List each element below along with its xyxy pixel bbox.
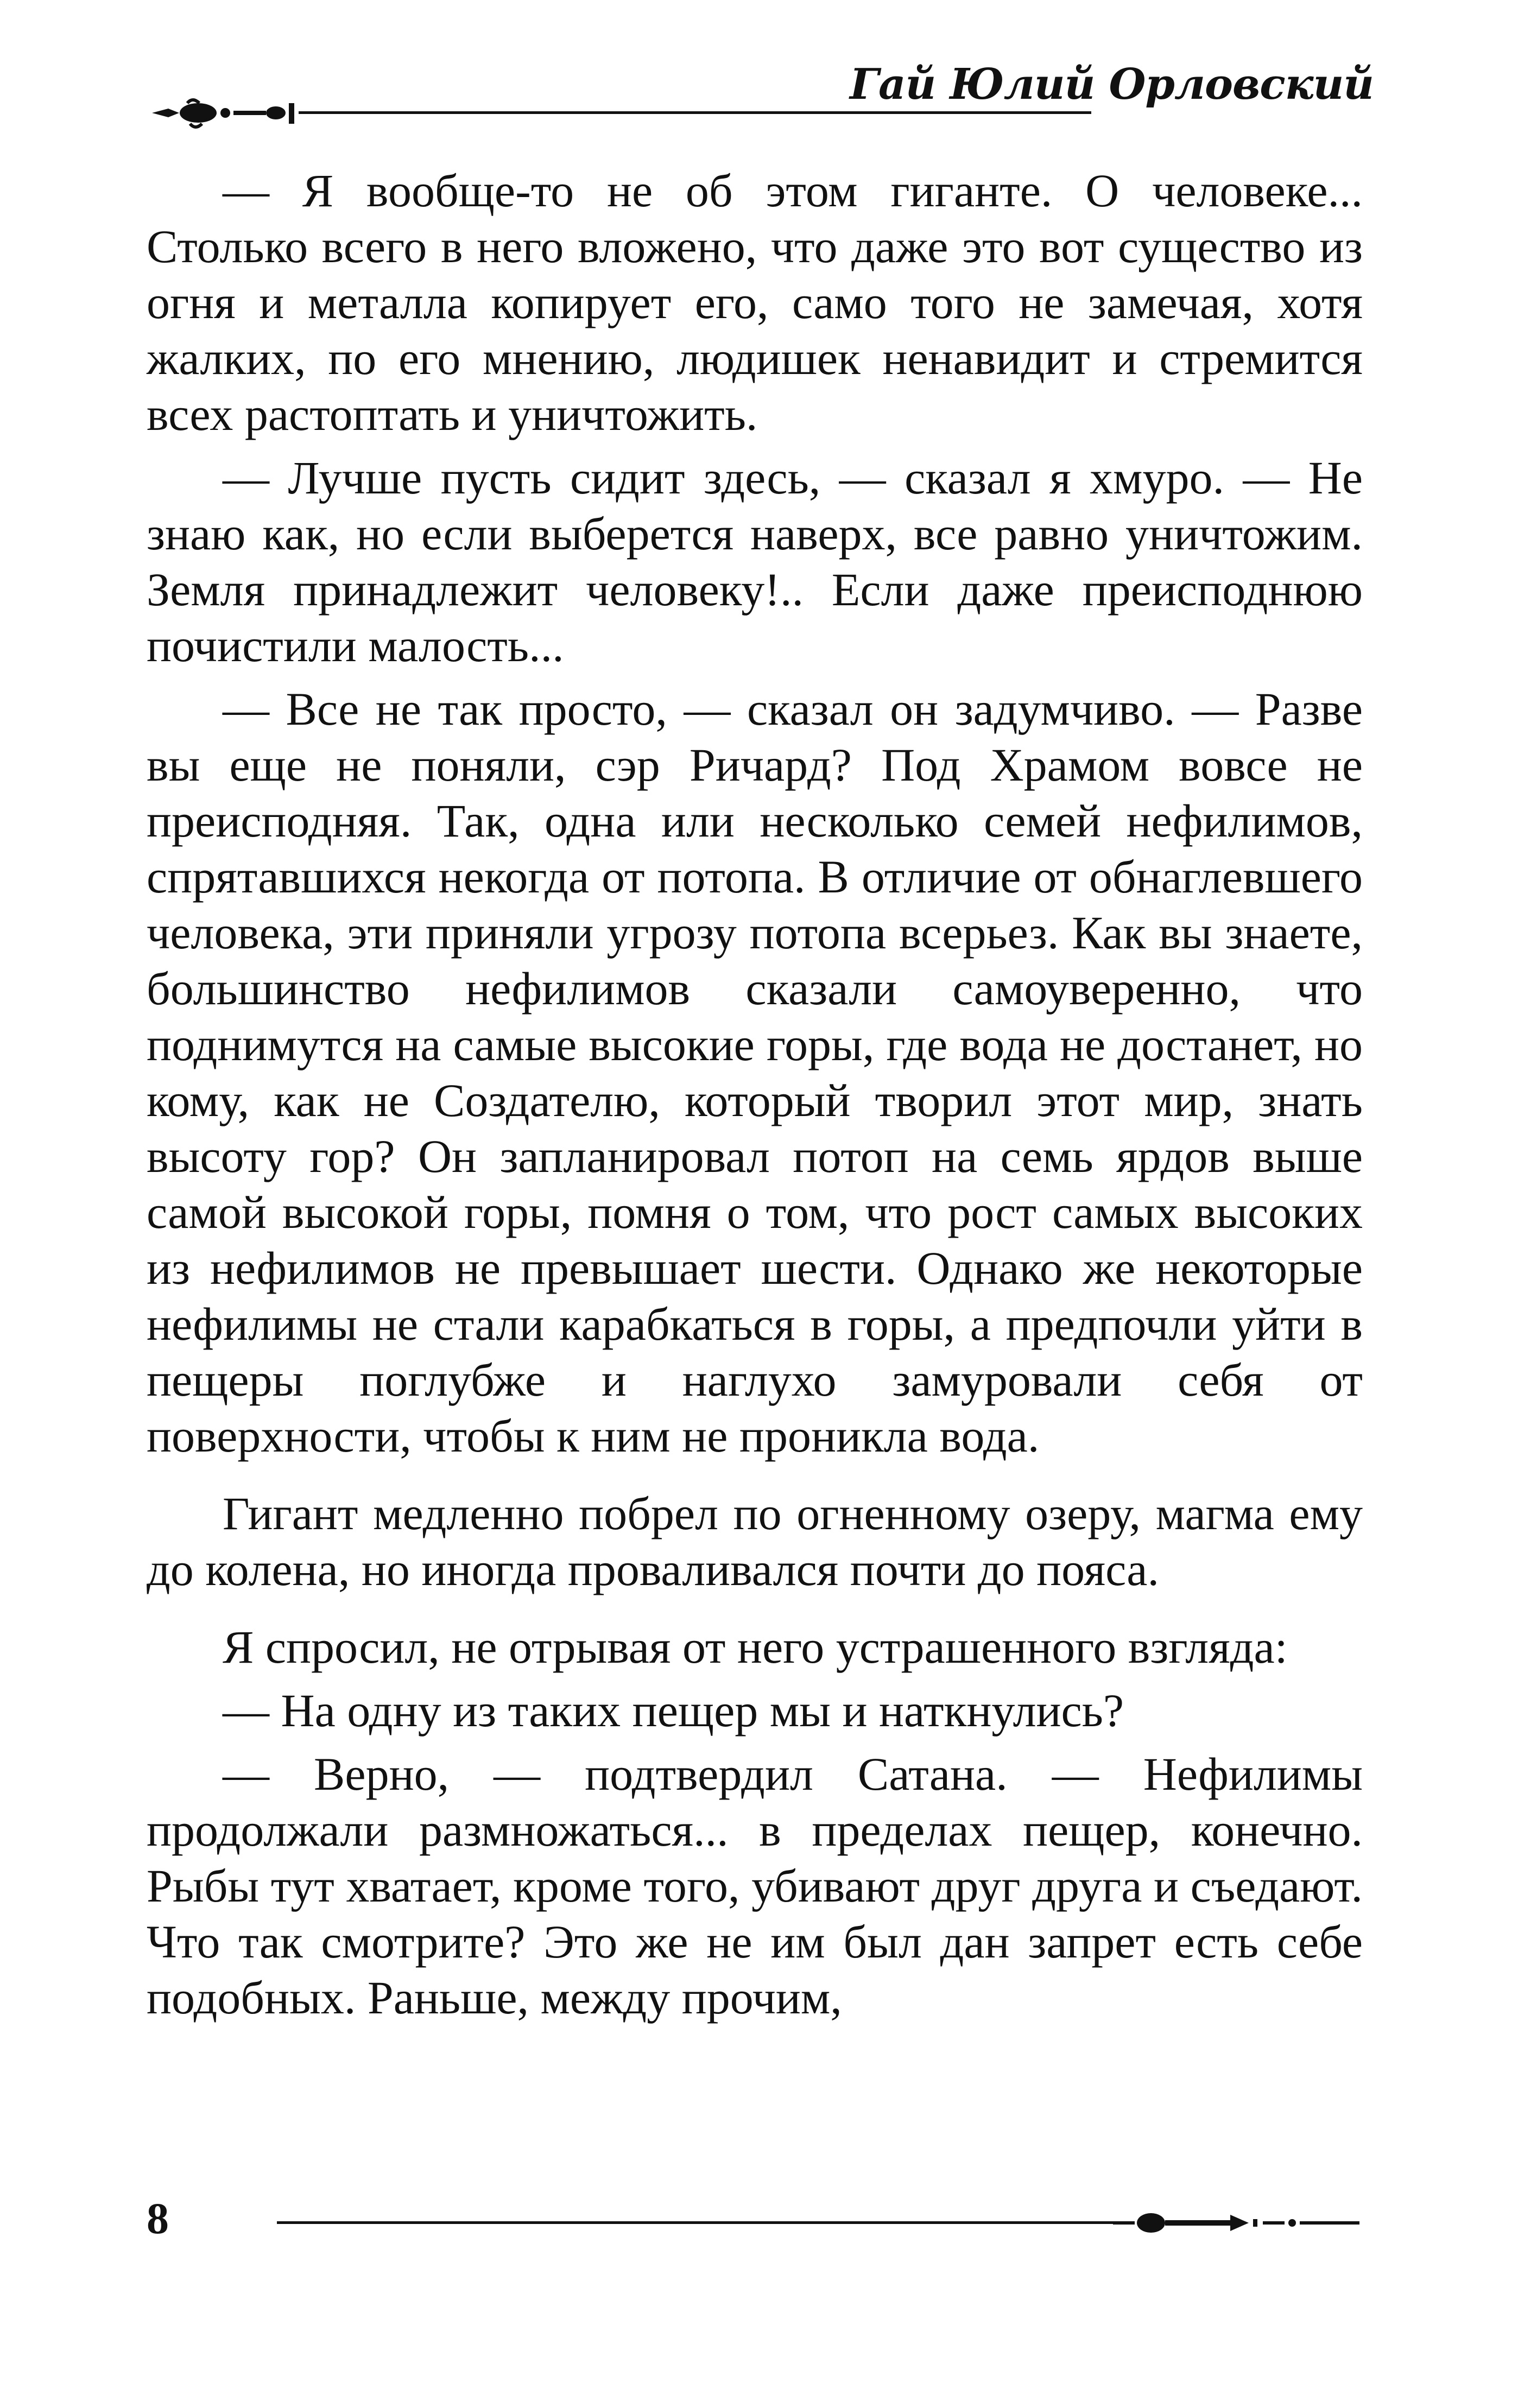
page-header (147, 60, 1374, 136)
header-rule (299, 111, 1091, 114)
body-text (147, 163, 1363, 2026)
paragraph: Гигант медленно побрел по огненному озеру, магма ему до колена, но иногда проваливался почти до пояса. (147, 1487, 1363, 1595)
footer-rule (277, 2221, 1124, 2224)
paragraph: — Я вообще-то не об этом гиганте. О человеке... Столько всего в него вложено, что даже это вот существо из огня и металла копирует его, само того не замечая, хотя жалких, по его мнению, людишек ненавидит и стремится всех растоптать и уничтожить. (147, 164, 1363, 440)
paragraph: — Верно, — подтвердил Сатана. — Нефилимы продолжали размножаться... в пределах пещер, конечно. Рыбы тут хватает, кроме того, убивают друг друга и съедают. Что так смотрите? Это же не им был дан запрет есть себе подобных. Раньше, между прочим, (147, 1748, 1363, 2024)
paragraph: — Все не так просто, — сказал он задумчиво. — Разве вы еще не поняли, сэр Ричард? Под Храмом вовсе не преисподняя. Так, одна или несколько семей нефилимов, спрятавшихся некогда от потопа. В отличие от обнаглевшего человека, эти приняли угрозу потопа всерьез. Как вы знаете, большинство нефилимов сказали самоуверенно, что поднимутся на самые высокие горы, где вода не достанет, но кому, как не Создателю, который творил этот мир, знать высоту гор? Он запланировал потоп на семь ярдов выше самой высокой горы, помня о том, что рост самых высоких из нефилимов не превышает шести. Однако же некоторые нефилимы не стали карабкаться в горы, а предпочли уйти в пещеры поглубже и наглухо замуровали себя от поверхности, чтобы к ним не проникла вода. (147, 683, 1363, 1462)
footer-ornament-icon (1113, 2208, 1363, 2239)
page-footer (147, 2193, 1363, 2258)
paragraph: — На одну из таких пещер мы и наткнулись? (223, 1684, 1124, 1737)
running-title: Гай Юлий Орловский (850, 60, 1374, 109)
header-ornament-icon (147, 92, 309, 130)
page-number: 8 (147, 2194, 169, 2243)
paragraph: Я спросил, не отрывая от него устрашенного взгляда: (223, 1621, 1288, 1673)
paragraph: — Лучше пусть сидит здесь, — сказал я хмуро. — Не знаю как, но если выберется наверх, все равно уничтожим. Земля принадлежит человеку!.. Если даже преисподнюю почистили малость... (147, 452, 1363, 671)
